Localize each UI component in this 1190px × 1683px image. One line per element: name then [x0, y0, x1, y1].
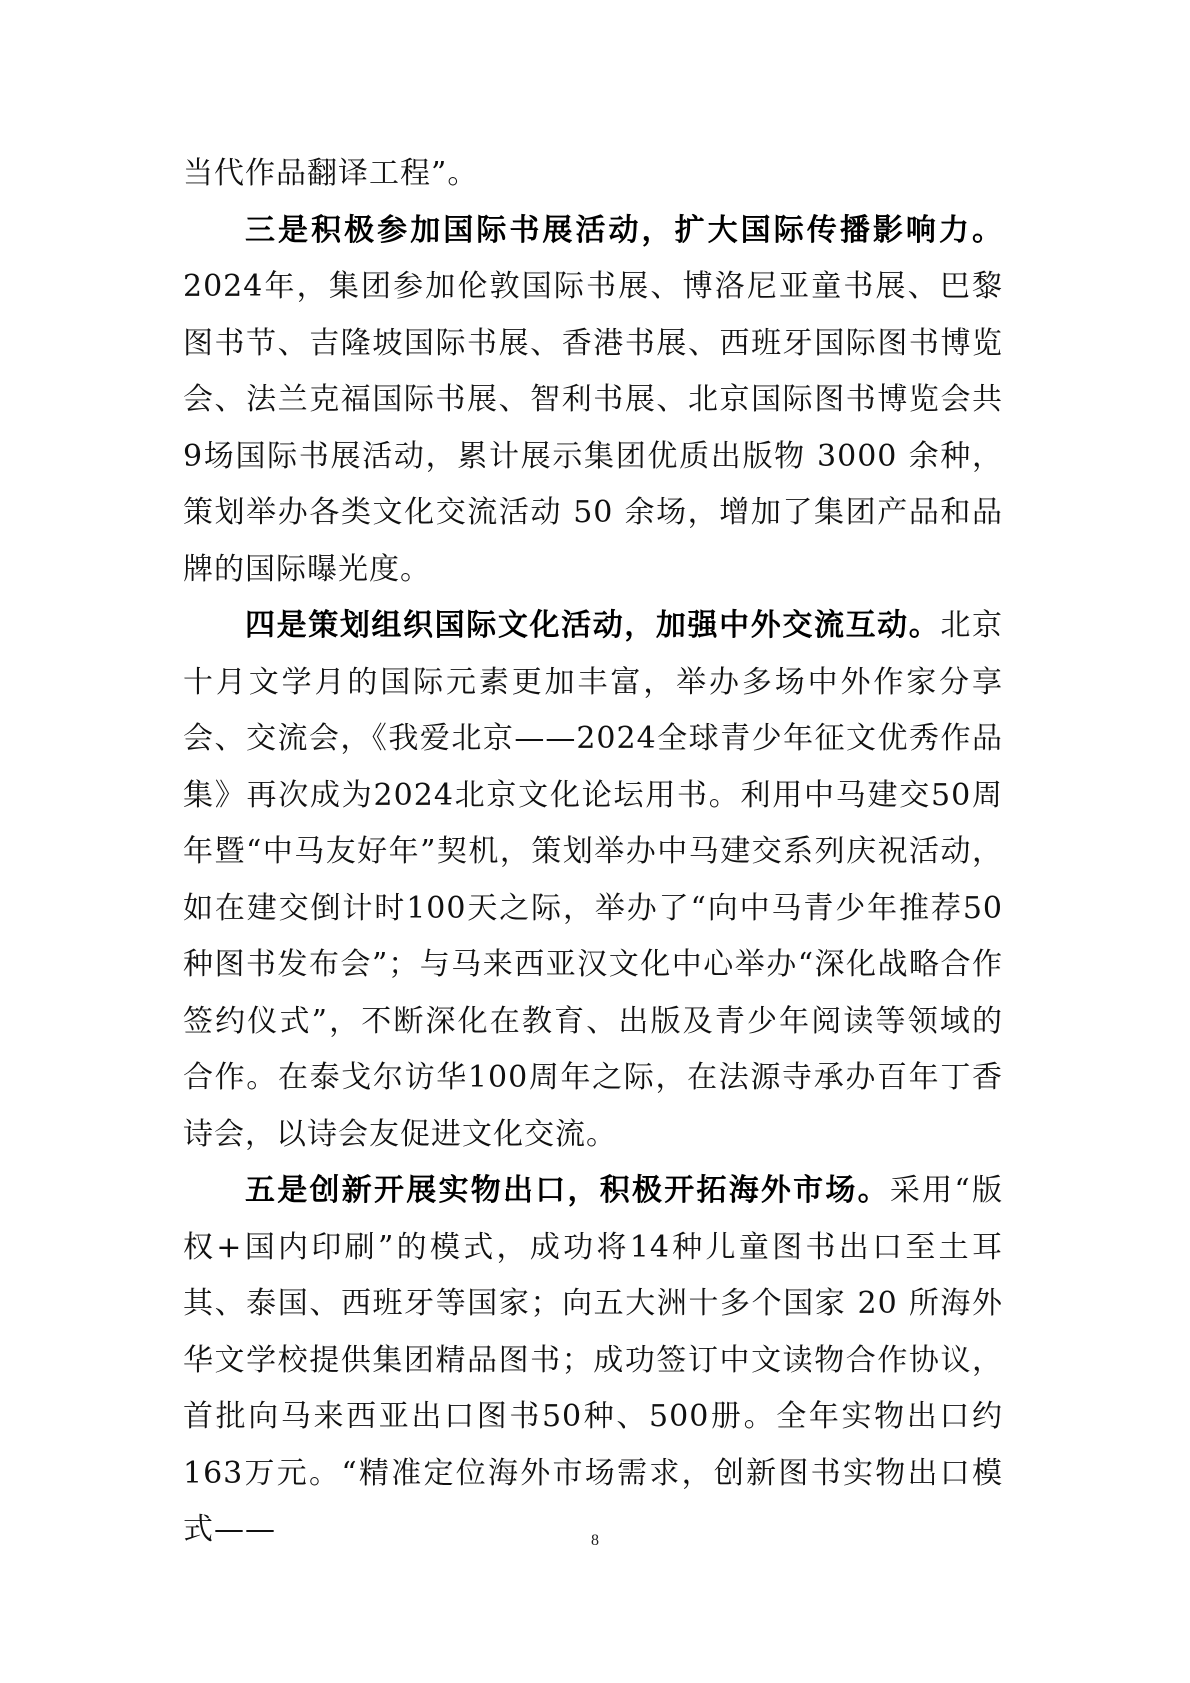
paragraph-lead: 五是创新开展实物出口，积极开拓海外市场。 [245, 1173, 890, 1208]
paragraph-lead: 三是积极参加国际书展活动，扩大国际传播影响力。 [245, 212, 1003, 248]
paragraph-text: 当代作品翻译工程”。 [183, 156, 479, 191]
paragraph-lead: 四是策划组织国际文化活动，加强中外交流互动。 [245, 608, 941, 643]
page-number: 8 [591, 1532, 599, 1549]
paragraph-cultural-activities [183, 598, 1003, 1163]
paragraph-international-book-fairs [183, 203, 1003, 599]
paragraph-physical-exports [183, 1163, 1003, 1559]
paragraph-text: 采用“版权+国内印刷”的模式，成功将14种儿童图书出口至土耳其、泰国、西班牙等国家；向五大洲十多个国家 20 所海外华文学校提供集团精品图书；成功签订中文读物合作协议，首批向马来西亚出口图书50种、500册。全年实物出口约163万元。“精准定位海外市场需求，创新图书实物出口模式—— [183, 1173, 1003, 1547]
body-text [183, 146, 1003, 1559]
paragraph-continuation [183, 146, 1003, 203]
paragraph-text: 北京十月文学月的国际元素更加丰富，举办多场中外作家分享会、交流会，《我爱北京——2024全球青少年征文优秀作品集》再次成为2024北京文化论坛用书。利用中马建交50周年暨“中马友好年”契机，策划举办中马建交系列庆祝活动，如在建交倒计时100天之际，举办了“向中马青少年推荐50种图书发布会”；与马来西亚汉文化中心举办“深化战略合作签约仪式”，不断深化在教育、出版及青少年阅读等领域的合作。在泰戈尔访华100周年之际，在法源寺承办百年丁香诗会，以诗会友促进文化交流。 [183, 608, 1003, 1152]
paragraph-text: 2024年，集团参加伦敦国际书展、博洛尼亚童书展、巴黎图书节、吉隆坡国际书展、香港书展、西班牙国际图书博览会、法兰克福国际书展、智利书展、北京国际图书博览会共9场国际书展活动，累计展示集团优质出版物 3000 余种，策划举办各类文化交流活动 50 余场，增加了集团产品和品牌的国际曝光度。 [183, 269, 1003, 587]
